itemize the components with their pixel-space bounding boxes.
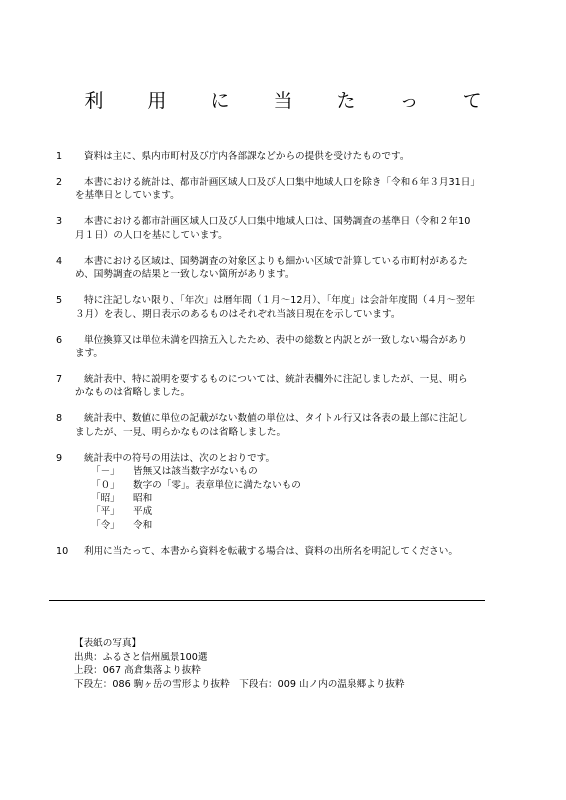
symbol-legend xyxy=(75,465,476,532)
symbol-code: 「平」 xyxy=(91,506,120,518)
note-text: 利用に当たって、本書から資料を転載する場合は、資料の出所名を明記してください。 xyxy=(84,545,458,557)
page-title: 利 用 に 当 た っ て xyxy=(84,90,501,112)
symbol-row xyxy=(91,465,476,478)
symbol-code: 「－」 xyxy=(91,466,120,478)
symbol-row xyxy=(91,505,476,518)
note-text: 特に注記しない限り、「年次」は暦年間（１月～12月）、「年度」は会計年度間（４月～翌年３月）を表し、期日表示のあるものはそれぞれ当該日現在を示しています。 xyxy=(75,295,476,320)
notes-list xyxy=(56,150,476,571)
note-item xyxy=(56,176,476,203)
note-text: 本書における都市計画区域人口及び人口集中地域人口は、国勢調査の基準日（令和２年10月１日）の人口を基にしています。 xyxy=(75,216,471,241)
symbol-description: 皆無又は該当数字がないもの xyxy=(133,466,258,478)
symbol-description: 令和 xyxy=(133,519,153,531)
note-item xyxy=(56,452,476,532)
note-text: 本書における統計は、都市計画区域人口及び人口集中地域人口を除き「令和６年３月31日」を基準日としています。 xyxy=(75,177,476,202)
note-number: 5 xyxy=(56,295,63,307)
cover-photo-credits xyxy=(74,637,405,691)
symbol-row xyxy=(91,519,476,532)
note-item xyxy=(56,412,476,439)
note-number: 7 xyxy=(56,374,63,386)
note-text: 単位換算又は単位未満を四捨五入したため、表中の総数と内訳とが一致しない場合があります。 xyxy=(75,334,468,360)
photo-heading: 【表紙の写真】 xyxy=(74,638,142,649)
note-text: 本書における区域は、国勢調査の対象区よりも細かい区域で計算している市町村があるため、国勢調査の結果と一致しない箇所があります。 xyxy=(75,255,468,281)
symbol-description: 数字の「零」。表章単位に満たないもの xyxy=(133,479,301,491)
note-number: 2 xyxy=(56,177,63,188)
photo-lower: 下段左：086 駒ヶ岳の雪形より抜粋 下段右：009 山ノ内の温泉郷より抜粋 xyxy=(74,678,405,690)
note-number: 3 xyxy=(56,216,63,228)
note-item xyxy=(56,150,476,163)
symbol-code: 「０」 xyxy=(91,479,120,491)
symbol-code: 「昭」 xyxy=(91,493,120,505)
symbol-description: 平成 xyxy=(133,506,153,518)
symbol-description: 昭和 xyxy=(133,493,153,505)
symbol-row xyxy=(91,479,476,492)
photo-upper: 上段：067 高倉集落より抜粋 xyxy=(74,665,201,676)
photo-source: 出典：ふるさと信州風景100選 xyxy=(74,651,208,663)
note-item xyxy=(56,294,476,321)
note-item xyxy=(56,215,476,242)
note-item xyxy=(56,334,476,361)
note-item xyxy=(56,545,476,558)
note-number: 9 xyxy=(56,452,63,464)
note-item xyxy=(56,373,476,400)
note-text: 統計表中、特に説明を要するものについては、統計表欄外に注記しましたが、一見、明らかなものは省略しました。 xyxy=(75,374,468,399)
symbol-code: 「令」 xyxy=(91,519,120,531)
note-number: 4 xyxy=(56,255,63,267)
note-item xyxy=(56,255,476,282)
note-text: 統計表中、数値に単位の記載がない数値の単位は、タイトル行又は各表の最上部に注記しましたが、一見、明らかなものは省略しました。 xyxy=(75,413,468,438)
note-text: 資料は主に、県内市町村及び庁内各部課などからの提供を受けたものです。 xyxy=(84,151,410,162)
symbol-row xyxy=(91,492,476,505)
note-number: 8 xyxy=(56,413,63,425)
note-number: 10 xyxy=(56,545,69,557)
note-text: 統計表中の符号の用法は、次のとおりです。 xyxy=(84,452,276,464)
divider xyxy=(49,600,485,601)
note-number: 6 xyxy=(56,334,63,346)
note-number: 1 xyxy=(56,151,63,162)
